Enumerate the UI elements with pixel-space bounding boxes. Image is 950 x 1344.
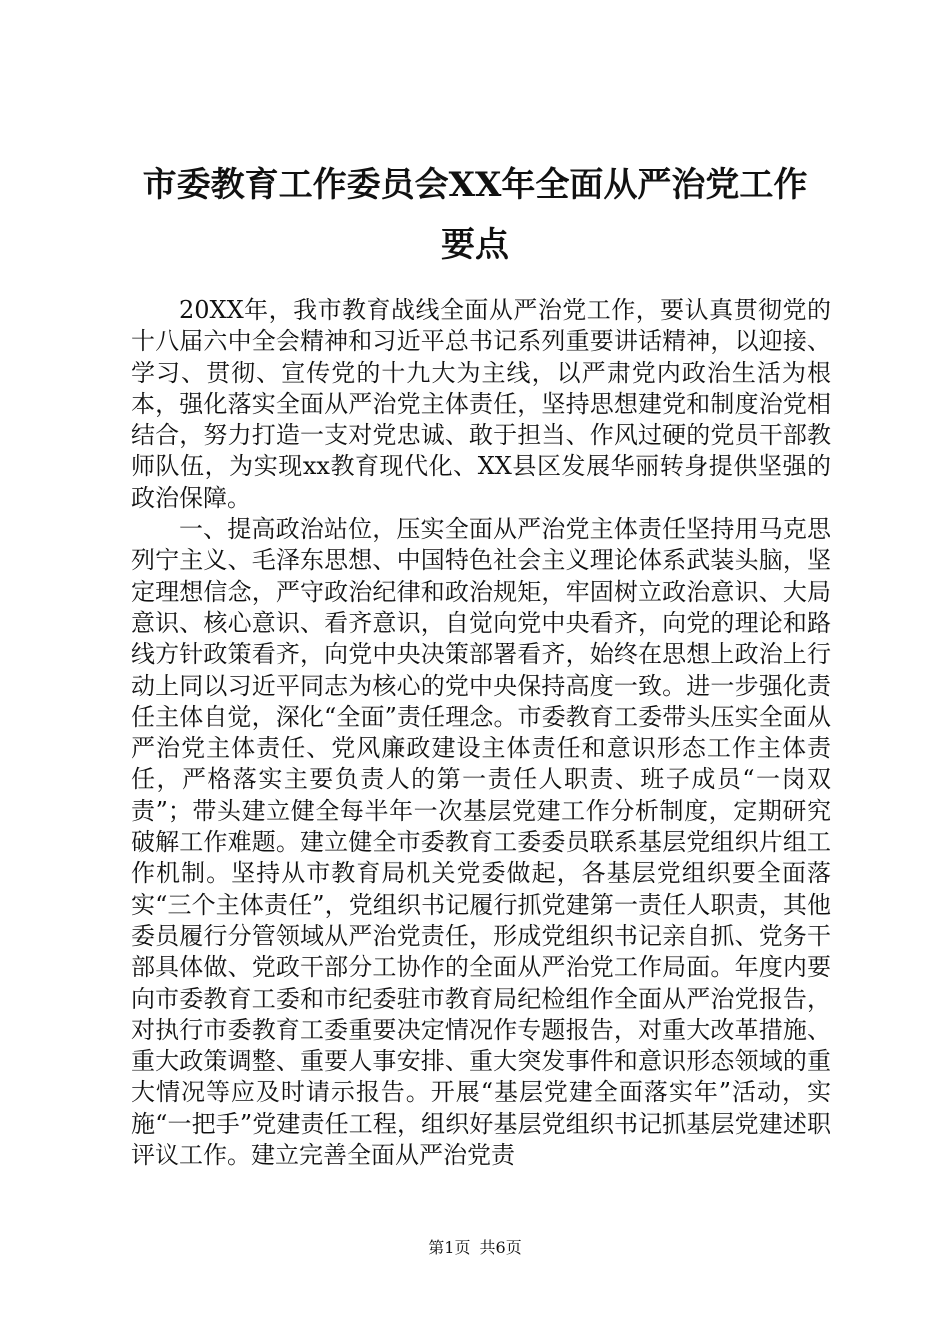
document-title-line-2: 要点: [441, 225, 509, 265]
document-body: [131, 295, 831, 1171]
paragraph-intro: 20XX年，我市教育战线全面从严治党工作，要认真贯彻党的十八届六中全会精神和习近平总书记系列重要讲话精神，以迎接、学习、贯彻、宣传党的十九大为主线，以严肃党内政治生活为根本，强化落实全面从严治党主体责任，坚持思想建党和制度治党相结合，努力打造一支对党忠诚、敢于担当、作风过硬的党员干部教师队伍，为实现xx教育现代化、XX县区发展华丽转身提供坚强的政治保障。: [131, 296, 831, 512]
page-total: 共6页: [479, 1238, 522, 1257]
page-footer: [0, 1238, 950, 1258]
page-number: 第1页: [428, 1238, 471, 1257]
document-title-line-1: 市委教育工作委员会XX年全面从严治党工作: [142, 165, 808, 205]
paragraph-section-1: 一、提高政治站位，压实全面从严治党主体责任坚持用马克思列宁主义、毛泽东思想、中国特色社会主义理论体系武装头脑，坚定理想信念，严守政治纪律和政治规矩，牢固树立政治意识、大局意识、核心意识、看齐意识，自觉向党中央看齐，向党的理论和路线方针政策看齐，向党中央决策部署看齐，始终在思想上政治上行动上同以习近平同志为核心的党中央保持高度一致。进一步强化责任主体自觉，深化“全面”责任理念。市委教育工委带头压实全面从严治党主体责任、党风廉政建设主体责任和意识形态工作主体责任，严格落实主要负责人的第一责任人职责、班子成员“一岗双责”；带头建立健全每半年一次基层党建工作分析制度，定期研究破解工作难题。建立健全市委教育工委委员联系基层党组织片组工作机制。坚持从市教育局机关党委做起，各基层党组织要全面落实“三个主体责任”，党组织书记履行抓党建第一责任人职责，其他委员履行分管领域从严治党责任，形成党组织书记亲自抓、党务干部具体做、党政干部分工协作的全面从严治党工作局面。年度内要向市委教育工委和市纪委驻市教育局纪检组作全面从严治党报告，对执行市委教育工委重要决定情况作专题报告，对重大改革措施、重大政策调整、重要人事安排、重大突发事件和意识形态领域的重大情况等应及时请示报告。开展“基层党建全面落实年”活动，实施“一把手”党建责任工程，组织好基层党组织书记抓基层党建述职评议工作。建立完善全面从严治党责: [131, 515, 831, 1170]
